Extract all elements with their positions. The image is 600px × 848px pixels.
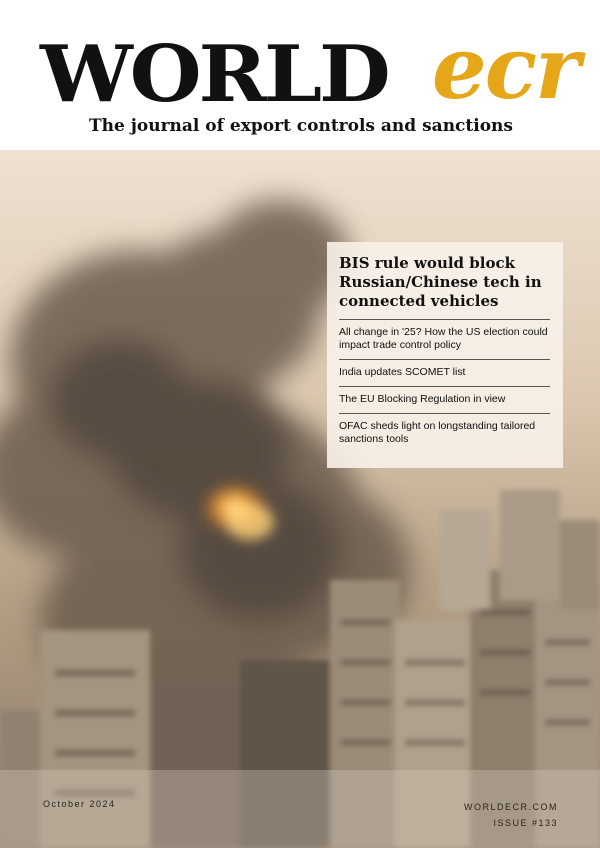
story-item[interactable]: The EU Blocking Regulation in view xyxy=(339,387,550,414)
footer-right xyxy=(464,799,558,831)
website-link[interactable]: WORLDECR.COM xyxy=(464,802,558,812)
issue-date: October 2024 xyxy=(43,799,116,809)
lead-headline[interactable]: BIS rule would block Russian/Chinese tech in connected vehicles xyxy=(339,254,550,320)
issue-number: ISSUE #133 xyxy=(493,818,558,828)
masthead xyxy=(0,0,600,150)
story-item[interactable]: India updates SCOMET list xyxy=(339,360,550,387)
story-item[interactable]: OFAC sheds light on longstanding tailored sanctions tools xyxy=(339,420,536,445)
story-item[interactable]: All change in '25? How the US election could impact trade control policy xyxy=(339,320,550,360)
logo-ecr-text: ecr xyxy=(432,18,579,119)
logo-world-text: WORLD xyxy=(40,29,388,120)
tagline: The journal of export controls and sanctions xyxy=(89,116,513,136)
contents-panel xyxy=(327,242,563,468)
